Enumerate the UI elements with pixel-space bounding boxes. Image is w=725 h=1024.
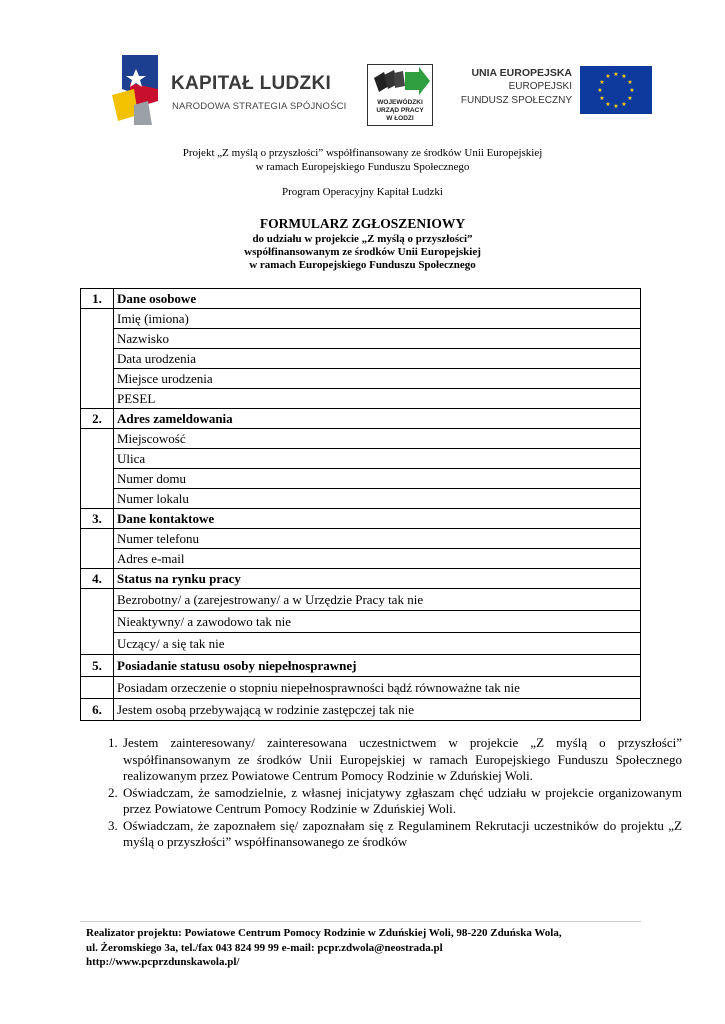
- field-student-checkbox[interactable]: Uczący/ a się tak nie: [114, 633, 641, 655]
- logo-bar: [108, 50, 653, 130]
- field-unemployed-checkbox[interactable]: Bezrobotny/ a (zarejestrowany/ a w Urzędzie Pracy tak nie: [114, 589, 641, 611]
- form-row: [81, 633, 641, 655]
- wup-line2: URZĄD PRACY: [376, 107, 424, 114]
- kapital-ludzki-flag-icon: [108, 55, 158, 125]
- field-email[interactable]: Adres e-mail: [114, 549, 641, 569]
- form-row: [81, 611, 641, 633]
- field-street[interactable]: Ulica: [114, 449, 641, 469]
- svg-text:★: ★: [621, 101, 627, 108]
- field-inactive-checkbox[interactable]: Nieaktywny/ a zawodowo tak nie: [114, 611, 641, 633]
- section-number: 4.: [81, 569, 114, 589]
- eu-line2: EUROPEJSKI: [508, 81, 572, 92]
- declaration-item: 3. Oświadczam, że zapoznałem się/ zapoznałam się z Regulaminem Rekrutacji uczestników do projektu „Z myślą o przyszłości” współfinansowanego ze środków: [121, 818, 682, 851]
- svg-text:★: ★: [597, 87, 603, 94]
- section-title: Dane kontaktowe: [114, 509, 641, 529]
- section-title: Dane osobowe: [114, 289, 641, 309]
- section-number: 2.: [81, 409, 114, 429]
- svg-text:★: ★: [599, 95, 605, 102]
- svg-text:★: ★: [605, 73, 611, 80]
- field-foster-family-checkbox[interactable]: Jestem osobą przebywającą w rodzinie zastępczej tak nie: [114, 699, 641, 721]
- section-1-header: [81, 289, 641, 309]
- section-title: Status na rynku pracy: [114, 569, 641, 589]
- form-row: [81, 529, 641, 549]
- field-surname[interactable]: Nazwisko: [114, 329, 641, 349]
- field-apartment-number[interactable]: Numer lokalu: [114, 489, 641, 509]
- section-number: 6.: [81, 699, 114, 721]
- field-disability-checkbox[interactable]: Posiadam orzeczenie o stopniu niepełnosprawności bądź równoważne tak nie: [114, 677, 641, 699]
- form-row: [81, 549, 641, 569]
- form-row: [81, 309, 641, 329]
- kapital-ludzki-title: KAPITAŁ LUDZKI: [171, 73, 332, 94]
- footer-line-1: Realizator projektu: Powiatowe Centrum Pomocy Rodzinie w Zduńskiej Woli, 98-220 Zduńska Wola,: [86, 927, 562, 939]
- form-row: [81, 329, 641, 349]
- form-row: [81, 369, 641, 389]
- wup-line3: W ŁODZI: [386, 115, 414, 122]
- form-subtitle: [0, 233, 725, 272]
- project-line-1: Projekt „Z myślą o przyszłości” współfinansowany ze środków Unii Europejskiej: [182, 147, 543, 159]
- svg-text:★: ★: [613, 103, 619, 110]
- form-row: [81, 389, 641, 409]
- form-subtitle-3: w ramach Europejskiego Funduszu Społecznego: [249, 259, 476, 271]
- declaration-item: 2. Oświadczam, że samodzielnie, z własnej inicjatywy zgłaszam chęć udziału w projekcie organizowanym przez Powiatowe Centrum Pomocy Rodzinie w Zduńskiej Woli.: [121, 785, 682, 818]
- form-row: [81, 677, 641, 699]
- field-house-number[interactable]: Numer domu: [114, 469, 641, 489]
- field-pesel[interactable]: PESEL: [114, 389, 641, 409]
- section-6-row: [81, 699, 641, 721]
- wup-lodz-logo: [367, 64, 433, 126]
- registration-form-table: [80, 288, 641, 721]
- eu-flag-icon: [580, 66, 652, 114]
- footer-line-2: ul. Żeromskiego 3a, tel./fax 043 824 99 99 e-mail: pcpr.zdwola@neostrada.pl: [86, 941, 443, 954]
- form-title: FORMULARZ ZGŁOSZENIOWY: [259, 216, 466, 231]
- form-row: [81, 449, 641, 469]
- declarations-list: [80, 735, 682, 851]
- section-number: 5.: [81, 655, 114, 677]
- field-birth-date[interactable]: Data urodzenia: [114, 349, 641, 369]
- eu-logo-text: [461, 66, 572, 108]
- form-row: [81, 429, 641, 449]
- form-row: [81, 489, 641, 509]
- project-info: [0, 146, 725, 174]
- form-row: [81, 469, 641, 489]
- form-subtitle-1: do udziału w projekcie „Z myślą o przyszłości”: [252, 233, 473, 245]
- svg-text:★: ★: [621, 73, 627, 80]
- svg-text:★: ★: [627, 79, 633, 86]
- section-5-header: [81, 655, 641, 677]
- section-2-header: [81, 409, 641, 429]
- svg-text:★: ★: [629, 87, 635, 94]
- form-row: [81, 589, 641, 611]
- section-3-header: [81, 509, 641, 529]
- section-number: 3.: [81, 509, 114, 529]
- section-title: Adres zameldowania: [114, 409, 641, 429]
- svg-text:★: ★: [613, 71, 619, 78]
- eu-line1: UNIA EUROPEJSKA: [471, 67, 572, 79]
- field-first-name[interactable]: Imię (imiona): [114, 309, 641, 329]
- footer-website-link[interactable]: http://www.pcprzdunskawola.pl/: [86, 956, 240, 968]
- svg-text:★: ★: [599, 79, 605, 86]
- project-line-2: w ramach Europejskiego Funduszu Społecznego: [255, 161, 470, 173]
- wup-line1: WOJEWÓDZKI: [377, 99, 423, 106]
- section-title: Posiadanie statusu osoby niepełnosprawnej: [114, 655, 641, 677]
- kapital-ludzki-subtitle: NARODOWA STRATEGIA SPÓJNOŚCI: [172, 101, 347, 112]
- footer-divider: [80, 921, 641, 922]
- form-subtitle-2: współfinansowanym ze środków Unii Europejskiej: [244, 246, 481, 258]
- eu-logo: [460, 66, 652, 114]
- declaration-item: 1. Jestem zainteresowany/ zainteresowana uczestnictwem w projekcie „Z myślą o przyszłości” współfinansowanym ze środków Unii Europejskiej w ramach Europejskiego Funduszu Społecznego realizowanym przez Powiatowe Centrum Pomocy Rodzinie w Zduńskiej Woli.: [121, 735, 682, 785]
- field-phone[interactable]: Numer telefonu: [114, 529, 641, 549]
- svg-text:★: ★: [627, 95, 633, 102]
- eu-line3: FUNDUSZ SPOŁECZNY: [460, 95, 572, 106]
- footer: [86, 926, 646, 970]
- kapital-ludzki-logo: [108, 55, 348, 125]
- field-birth-place[interactable]: Miejsce urodzenia: [114, 369, 641, 389]
- svg-text:★: ★: [605, 101, 611, 108]
- program-name: Program Operacyjny Kapitał Ludzki: [282, 186, 443, 198]
- section-4-header: [81, 569, 641, 589]
- field-city[interactable]: Miejscowość: [114, 429, 641, 449]
- section-number: 1.: [81, 289, 114, 309]
- form-row: [81, 349, 641, 369]
